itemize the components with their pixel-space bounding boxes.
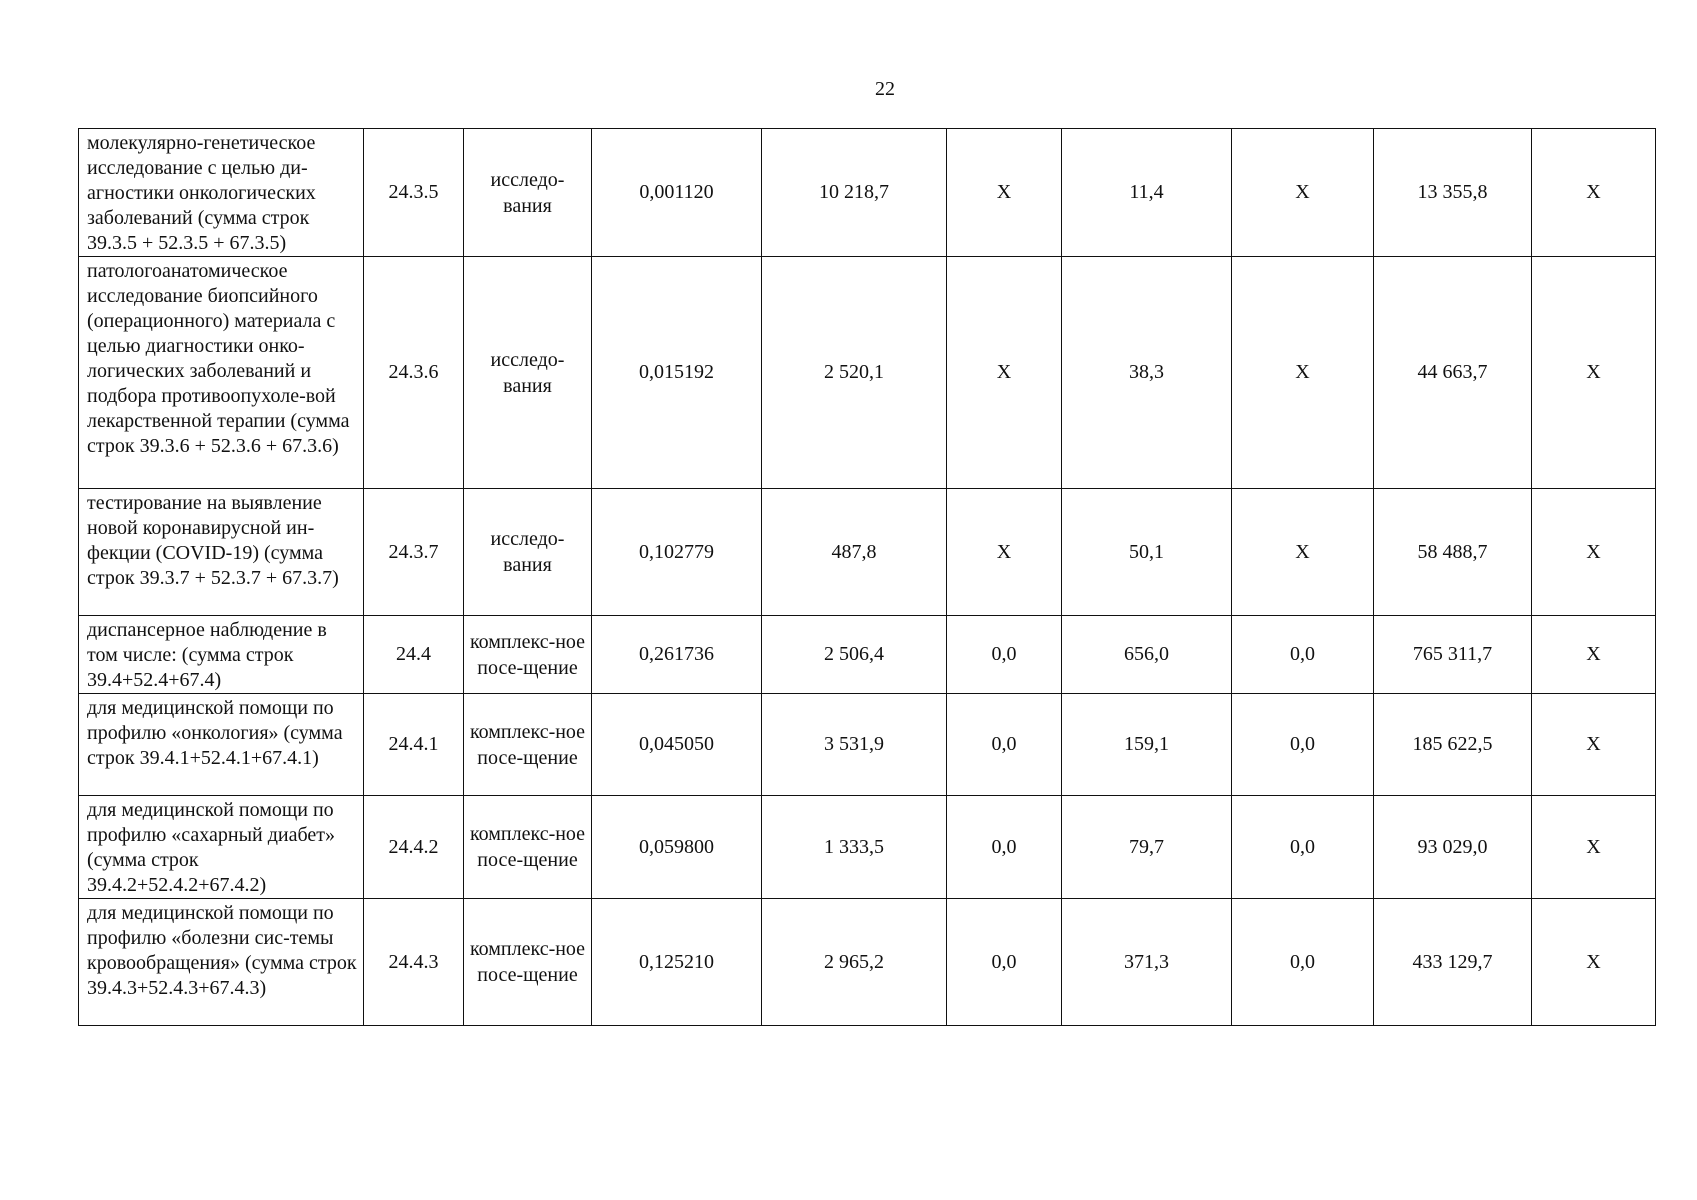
row-code: 24.3.5 [364, 129, 464, 257]
row-value-4: 0,261736 [592, 616, 762, 694]
row-value-7: 38,3 [1062, 257, 1232, 489]
row-value-6: Х [947, 129, 1062, 257]
row-value-7: 656,0 [1062, 616, 1232, 694]
row-value-9: 433 129,7 [1374, 899, 1532, 1026]
row-code: 24.4.3 [364, 899, 464, 1026]
table-row [79, 489, 1656, 616]
row-value-10: Х [1532, 489, 1656, 616]
row-name: тестирование на выявление новой коронавирусной ин-фекции (COVID-19) (сумма строк 39.3.7 + 52.3.7 + 67.3.7) [79, 489, 364, 616]
row-value-10: Х [1532, 616, 1656, 694]
row-value-10: Х [1532, 899, 1656, 1026]
table-row [79, 616, 1656, 694]
table-row [79, 129, 1656, 257]
row-value-8: 0,0 [1232, 796, 1374, 899]
row-value-9: 58 488,7 [1374, 489, 1532, 616]
row-value-5: 3 531,9 [762, 694, 947, 796]
row-value-6: 0,0 [947, 899, 1062, 1026]
row-value-8: Х [1232, 489, 1374, 616]
row-value-9: 185 622,5 [1374, 694, 1532, 796]
row-value-7: 159,1 [1062, 694, 1232, 796]
row-unit: исследо-вания [464, 489, 592, 616]
row-unit: комплекс-ное посе-щение [464, 899, 592, 1026]
row-value-4: 0,059800 [592, 796, 762, 899]
row-unit: исследо-вания [464, 129, 592, 257]
row-name: для медицинской помощи по профилю «сахарный диабет» (сумма строк 39.4.2+52.4.2+67.4.2) [79, 796, 364, 899]
data-table [78, 128, 1656, 1026]
row-value-8: Х [1232, 129, 1374, 257]
row-value-5: 10 218,7 [762, 129, 947, 257]
row-code: 24.4.2 [364, 796, 464, 899]
row-value-7: 50,1 [1062, 489, 1232, 616]
table-row [79, 694, 1656, 796]
row-name: молекулярно-генетическое исследование с целью ди-агностики онкологических заболеваний (сумма строк 39.3.5 + 52.3.5 + 67.3.5) [79, 129, 364, 257]
row-value-5: 1 333,5 [762, 796, 947, 899]
row-code: 24.4.1 [364, 694, 464, 796]
row-name: для медицинской помощи по профилю «болезни сис-темы кровообращения» (сумма строк 39.4.3+52.4.3+67.4.3) [79, 899, 364, 1026]
row-value-6: Х [947, 257, 1062, 489]
row-value-8: Х [1232, 257, 1374, 489]
row-value-5: 2 965,2 [762, 899, 947, 1026]
row-value-8: 0,0 [1232, 694, 1374, 796]
row-code: 24.4 [364, 616, 464, 694]
row-value-4: 0,001120 [592, 129, 762, 257]
row-value-4: 0,045050 [592, 694, 762, 796]
table-row [79, 899, 1656, 1026]
row-value-5: 2 520,1 [762, 257, 947, 489]
row-value-10: Х [1532, 129, 1656, 257]
row-code: 24.3.6 [364, 257, 464, 489]
row-name: для медицинской помощи по профилю «онкология» (сумма строк 39.4.1+52.4.1+67.4.1) [79, 694, 364, 796]
row-value-10: Х [1532, 796, 1656, 899]
row-value-6: 0,0 [947, 796, 1062, 899]
row-value-6: 0,0 [947, 694, 1062, 796]
row-value-5: 487,8 [762, 489, 947, 616]
table-row [79, 796, 1656, 899]
row-value-7: 371,3 [1062, 899, 1232, 1026]
row-code: 24.3.7 [364, 489, 464, 616]
row-value-9: 765 311,7 [1374, 616, 1532, 694]
row-value-8: 0,0 [1232, 616, 1374, 694]
table-row [79, 257, 1656, 489]
row-name: патологоанатомическое исследование биопсийного (операционного) материала с целью диагностики онко-логических заболеваний и подбора противоопухоле-вой лекарственной терапии (сумма строк 39.3.6 + 52.3.6 + 67.3.6) [79, 257, 364, 489]
row-value-7: 79,7 [1062, 796, 1232, 899]
row-value-4: 0,102779 [592, 489, 762, 616]
row-value-6: 0,0 [947, 616, 1062, 694]
row-unit: исследо-вания [464, 257, 592, 489]
row-unit: комплекс-ное посе-щение [464, 796, 592, 899]
row-value-4: 0,015192 [592, 257, 762, 489]
row-value-9: 44 663,7 [1374, 257, 1532, 489]
row-unit: комплекс-ное посе-щение [464, 616, 592, 694]
row-value-8: 0,0 [1232, 899, 1374, 1026]
row-value-5: 2 506,4 [762, 616, 947, 694]
row-value-4: 0,125210 [592, 899, 762, 1026]
row-value-9: 13 355,8 [1374, 129, 1532, 257]
row-value-10: Х [1532, 694, 1656, 796]
page-number: 22 [875, 78, 895, 100]
row-value-9: 93 029,0 [1374, 796, 1532, 899]
row-value-7: 11,4 [1062, 129, 1232, 257]
row-unit: комплекс-ное посе-щение [464, 694, 592, 796]
row-name: диспансерное наблюдение в том числе: (сумма строк 39.4+52.4+67.4) [79, 616, 364, 694]
row-value-6: Х [947, 489, 1062, 616]
row-value-10: Х [1532, 257, 1656, 489]
